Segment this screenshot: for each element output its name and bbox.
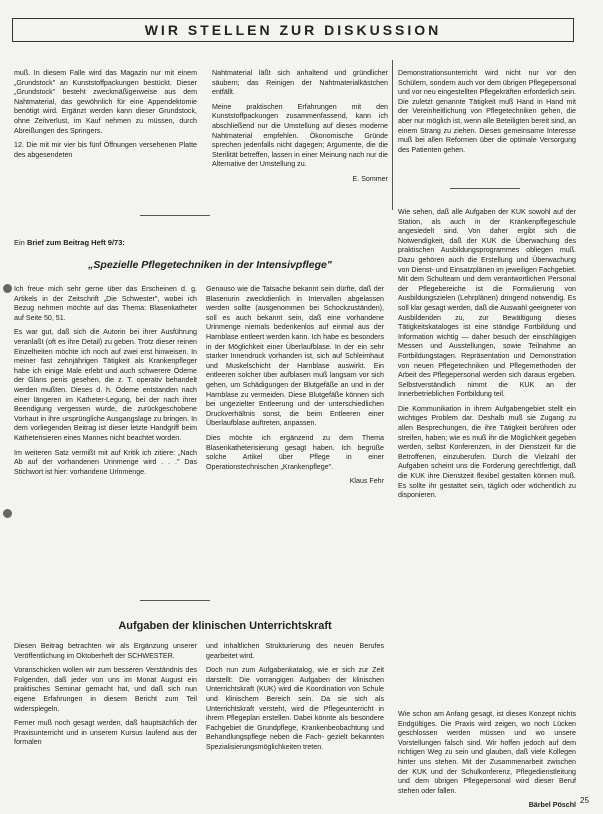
paragraph: Ferner muß noch gesagt werden, daß hauptsächlich der Praxisunterricht und in unserem Kursus laufend aus der formalen xyxy=(14,719,197,747)
intro-bold: Brief zum Beitrag Heft 9/73: xyxy=(26,238,125,247)
column-divider xyxy=(392,60,393,210)
intro-prefix: Ein xyxy=(14,238,25,247)
article1-right-column xyxy=(206,285,384,487)
divider xyxy=(140,215,210,216)
paragraph: Wie sehen, daß alle Aufgaben der KUK sowohl auf der Station, als auch in der Krankenpflegeschule angesiedelt sind. Von daher ergibt sich die Notwendigkeit, daß der KUK die Überwachung des praktischen Ausbildungsprogrammes obliegen muß. Dazu gehören auch die Erstellung und Überwachung von Dienst- und Einsatzplänen im jeweiligen Fachgebiet. Mit dem Schulteam und dem verantwortlichen Personal der Pflegebereiche ist die Formulierung von Ausbildungszielen (Lehrplänen) dringend notwendig. Es soll klar gesagt werden, daß die Auswahl geeigneter von Ausbildenden zu, zur Bewältigung dieses Tätigkeitskataloges ist eine ständige Fortbildung und Information wichtig — daher besuch der einschlägigen Messen und Ausstellungen, sowie Teilnahme an Fortbildungstagen. Repräsentation und Demonstration von neuen Pflegetechniken und Pflegemethoden der Arbeit des Pflegepersonal werden sich daraus ergeben. Selbstverständlich nimmt die KUK an der Innerbetrieblichen Fortbildung teil. xyxy=(398,208,576,399)
paragraph: Demonstrationsunterricht wird nicht nur vor den Schülern, sondern auch vor dem übrigen Pflegepersonal und vor neu eingestellten Pflegekräften erforderlich sein. Die zuletzt genannte Tätigkeit muß Hand in Hand mit der Vereinheitlichung von Pflegetechniken gehen, die aber nur möglich ist, wenn alle Beteiligten bereit sind, an einem Strang zu ziehen. Dieses gemeinsame Interesse muß bei allen Reformen über die optimale Versorgung des Patienten gehen. xyxy=(398,69,576,154)
top-middle-column xyxy=(212,69,388,185)
signature: E. Sommer xyxy=(352,174,388,183)
right-column-top xyxy=(398,69,576,160)
paragraph: Im weiteren Satz vermißt mit auf Kritik ich zitiere: „Nach Ab auf der vorhandenen Urinmenge wird . . ." Das Stichwort ist hier: vorhandene Urinmenge. xyxy=(14,448,197,476)
paragraph: Doch nun zum Aufgabenkatalog, wie er sich zur Zeit darstellt: Die vorrangigen Aufgaben der klinischen Unterrichtskraft (KUK) wird die Koordination von Schule und klinischem Bereich sein. Da sie sich als Unterrichtskraft versteht, wird die Pflegeunterricht in ihrem Pflegeplan erstellen. Dabei könnte als besondere Fachgebiet die Grundpflege, Krankenbeobachtung und Behandlungspflege neben die Fach- gezielt bekannten Spezialisierungsmöglichkeiten treten. xyxy=(206,666,384,751)
section-header-title: WIR STELLEN ZUR DISKUSSION xyxy=(144,22,442,38)
paragraph: Die Kommunikation in ihrem Aufgabengebiet stellt ein wichtiges Problem dar. Deshalb muß sie Zugang zu allen Besprechungen, die ihre Tätigkeit berühren oder streifen, haben; wie es muß ihr die Möglichkeit gegeben werden, selbst Konferenzen, in der Dienstzeit für die Betroffenen, einzuberufen. Durch die Vielzahl der Aufgaben scheint uns die Forderung gerechtfertigt, daß die KUK ihre Dienstzeit flexibel gestalten können muß. Es sollte ihr gestattet sein, täglich oder wöchentlich zu disponieren. xyxy=(398,404,576,500)
paragraph: Voranschicken wollen wir zum besseren Verständnis des Folgenden, daß jeder von uns im Monat August ein praktisches Seminar gemacht hat, und daß sich nun eigene Erfahrungen in diesem Bericht zum Teil widerspiegeln. xyxy=(14,666,197,713)
paragraph: muß. In diesem Falle wird das Magazin nur mit einem „Grundstock" an Kunststoffpackungen bestückt. Dieser „Grundstock" besteht zweckmäßigerweise aus dem Nahtmaterial, das gewöhnlich für eine Appendektomie benötigt wird. Ergänzt werden kann dieser Grundstock, ohne Zeitverlust, im Kauf nehmen zu müssen, durch Abreißungen des Springers. xyxy=(14,69,197,135)
paragraph: Genauso wie die Tatsache bekannt sein dürfte, daß der Blasenurin zweckdienlich in Intervallen abgelassen werden sollte (ausgenommen bei Schockzuständen), soll es auch bekannt sein, daß eine vorhandene Urinmenge niemals bedenkenlos auf einmal aus der Harnblase entleert werden kann. Ich habe es besonders in der Möglichkeit einer Überlaufblase. In der ein sehr starker Innendruck vorhanden ist, sich auf Schleimhaut und Muskelschicht der Harnblase auswirkt. Ein entleeren solcher über aufblasen muß langsam vor sich gehen, um Schädigungen der Blutgefäße an und in der Harnblase zu vermeiden. Diese Blutgefäße können sich bei ungezielter Entleerung und der unterschiedlichen Druckverhältnis sonst, die beim Entleeren einer Überlaufblase auftreten, anpassen. xyxy=(206,285,384,428)
top-left-column xyxy=(14,69,197,165)
divider xyxy=(140,600,210,601)
paragraph: Nahtmaterial läßt sich anhaltend und gründlicher säubern; das Reinigen der Nahtmaterialkästchen entfällt. xyxy=(212,69,388,97)
article-title: Aufgaben der klinischen Unterrichtskraft xyxy=(118,620,332,632)
right-column-bottom xyxy=(398,710,576,811)
punch-hole-icon xyxy=(3,509,12,518)
divider xyxy=(450,188,520,189)
punch-hole-icon xyxy=(3,284,12,293)
paragraph: 12. Die mit mir vier bis fünf Öffnungen versehenen Platte des abgesendeten xyxy=(14,141,197,159)
article2-left-column xyxy=(14,642,197,753)
signature: Klaus Fehr xyxy=(349,477,384,486)
paragraph: und inhaltlichen Strukturierung des neuen Berufes gearbeitet wird. xyxy=(206,642,384,660)
section-header-box xyxy=(12,18,574,42)
paragraph: Meine praktischen Erfahrungen mit den Kunststoffpackungen zusammenfassend, kann ich abschließend nur die Umstellung auf dieses moderne Nahtmaterial empfehlen. Ökonomische Gründe sprechen jedenfalls nicht dagegen; Argumente, die die Sterilität betreffen, lassen in einer Meinung nach nur die Alternative der Umstellung zu. xyxy=(212,102,388,169)
article2-middle-column xyxy=(206,642,384,758)
paragraph: Es war gut, daß sich die Autorin bei ihrer Ausführung veranlaßt (oft es ihre Detail) zu geben. Trotz dieser reinen Einzelheiten möchte ich noch auf zwei erst hinweisen. In meiner fast zehnjährigen Tätigkeit als Krankenpfleger habe ich einige Male erlebt und auch schwerere Ödeme der Glans penis gesehen, die z. T. operativ behandelt werden mußten. Dieses d. h. Ödeme entstanden nach einer längeren im Katheter-Legung, bei der nach ihrer Beendigung vergessen wurde, die zurückgeschobene Vorhaut in ihre ursprüngliche Ausgangslage zu bringen. In dem vorliegenden Beitrag ist dieser letzte Handgriff beim Katheterisieren eines Mannes nicht beachtet worden. xyxy=(14,328,197,442)
intro-line xyxy=(14,238,125,247)
page-number: 25 xyxy=(580,796,589,805)
article1-left-column xyxy=(14,285,197,482)
paragraph: Diesen Beitrag betrachten wir als Ergänzung unserer Veröffentlichung im Oktoberheft der SCHWESTER. xyxy=(14,642,197,660)
paragraph: Wie schon am Anfang gesagt, ist dieses Konzept nichts Endgültiges. Die Praxis wird zeigen, wo noch Lücken geschlossen werden müssen und wo unsere Vorstellungen falsch sind. Wir hoffen jedoch auf dem richtigen Weg zu sein und glauben, daß viele Kollegen hinter uns stehen. Mit der Zusammenarbeit zwischen der KUK und der Schulkonferenz, Pflegedienstleitung und dem übrigen Pflegepersonal wird dieser Beruf stehen oder fallen. xyxy=(398,710,576,795)
paragraph: Ich freue mich sehr gerne über das Erscheinen d. g. Artikels in der Zeitschrift „Die Schwester", wobei ich Bezug nehmen möchte auf das Thema: Blasenkatheter auf Seite 50, 51. xyxy=(14,285,197,322)
paragraph: Dies möchte ich ergänzend zu dem Thema Blasenkatheterisierung gesagt haben. Ich begrüße solche Artikel über Pflege in einer Operationstechnischen „Krankenpflege". xyxy=(206,433,384,471)
article-title: „Spezielle Pflegetechniken in der Intensivpflege" xyxy=(88,259,332,271)
signature: Bärbel Pöschl xyxy=(528,801,576,810)
right-column-middle xyxy=(398,208,576,506)
